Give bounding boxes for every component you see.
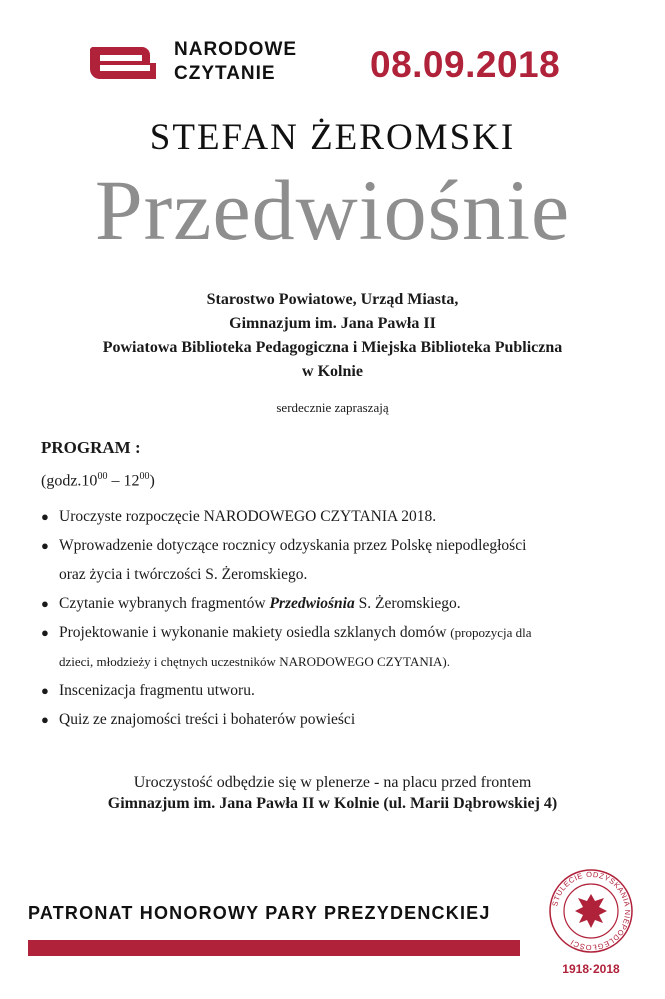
bullet-icon: ● — [41, 509, 49, 524]
program-item-note: (propozycja dla — [450, 625, 532, 640]
program-item-text: Inscenizacja fragmentu utworu. — [59, 682, 255, 699]
program-list — [41, 502, 631, 734]
venue-line-1: Uroczystość odbędzie się w plenerze - na placu przed frontem — [133, 774, 532, 791]
bullet-icon: ● — [41, 596, 49, 611]
venue-line-2: Gimnazjum im. Jana Pawła II w Kolnie (ul. Marii Dąbrowskiej 4) — [107, 795, 558, 812]
hours-end-minutes: 00 — [139, 471, 150, 482]
bullet-icon: ● — [41, 625, 49, 640]
bullet-icon: ● — [41, 683, 49, 698]
hours-start-minutes: 00 — [97, 471, 108, 482]
author-name: STEFAN ŻEROMSKI — [149, 117, 516, 158]
book-logo-icon — [86, 41, 160, 83]
list-item — [41, 531, 631, 589]
program-hours — [41, 471, 155, 490]
narodowe-czytanie-logo — [86, 38, 297, 86]
book-title: Przedwiośnie — [94, 162, 571, 258]
program-item-text: Projektowanie i wykonanie makiety osiedla szklanych domów — [59, 624, 451, 641]
organizers — [0, 288, 665, 384]
hours-prefix: (godz.10 — [41, 472, 98, 490]
independence-centenary-seal-icon — [548, 868, 634, 954]
list-item — [41, 705, 631, 734]
footer-accent-bar — [28, 940, 520, 956]
hours-suffix: ) — [149, 472, 155, 490]
invitation-text: serdecznie zapraszają — [276, 400, 389, 415]
seal-years: 1918·2018 — [562, 962, 620, 976]
logo-line-1: NARODOWE — [174, 39, 298, 60]
organizers-line-1: Starostwo Powiatowe, Urząd Miasta, — [206, 291, 459, 308]
organizers-line-3: Powiatowa Biblioteka Pedagogiczna i Miejska Biblioteka Publiczna — [102, 339, 563, 356]
hours-mid: – 12 — [107, 472, 140, 490]
program-item-text: Uroczyste rozpoczęcie NARODOWEGO CZYTANIA 2018. — [59, 508, 437, 525]
venue-info — [0, 772, 665, 814]
program-item-text: Wprowadzenie dotyczące rocznicy odzyskania przez Polskę niepodległości — [59, 537, 527, 554]
organizers-line-2: Gimnazjum im. Jana Pawła II — [229, 315, 436, 332]
program-heading: PROGRAM : — [41, 438, 141, 457]
list-item — [41, 618, 631, 676]
logo-line-2: CZYTANIE — [174, 63, 276, 84]
list-item — [41, 676, 631, 705]
seal-ring-text: STULECIE ODZYSKANIA NIEPODLEGŁOŚCI — [550, 869, 633, 953]
logo-text — [174, 38, 297, 86]
program-item-text-cont: oraz życia i twórczości S. Żeromskiego. — [59, 566, 308, 583]
list-item — [41, 589, 631, 618]
bullet-icon: ● — [41, 712, 49, 727]
program-item-text-end: S. Żeromskiego. — [354, 595, 461, 612]
program-item-text: Quiz ze znajomości treści i bohaterów powieści — [59, 711, 356, 728]
list-item — [41, 502, 631, 531]
program-item-text: Czytanie wybranych fragmentów — [59, 595, 270, 612]
bullet-icon: ● — [41, 538, 49, 553]
patronat-text: PATRONAT HONOROWY PARY PREZYDENCKIEJ — [28, 903, 491, 923]
event-date: 08.09.2018 — [370, 44, 561, 85]
program-item-note-cont: dzieci, młodzieży i chętnych uczestników NARODOWEGO CZYTANIA). — [59, 654, 451, 669]
book-title-inline: Przedwiośnia — [269, 595, 355, 612]
organizers-line-4: w Kolnie — [302, 363, 363, 380]
